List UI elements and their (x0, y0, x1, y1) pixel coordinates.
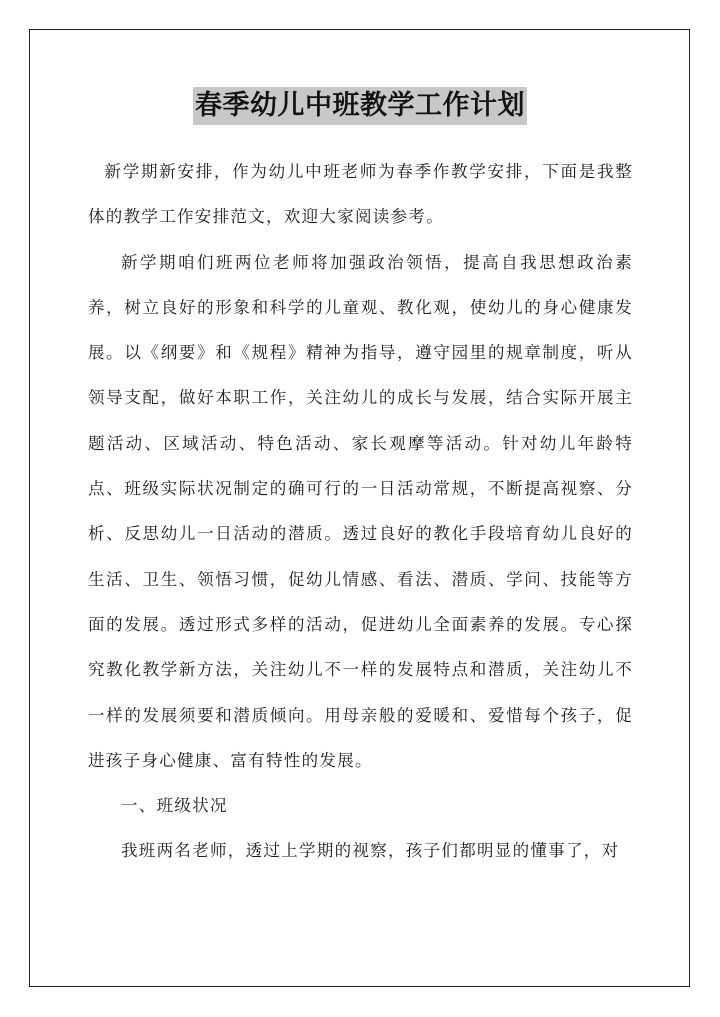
title-container (0, 87, 720, 125)
main-paragraph: 新学期咱们班两位老师将加强政治领悟，提高自我思想政治素养，树立良好的形象和科学的儿童观、教化观，使幼儿的身心健康发展。以《纲要》和《规程》精神为指导，遵守园里的规章制度，听从领导支配，做好本职工作，关注幼儿的成长与发展，结合实际开展主题活动、区域活动、特色活动、家长观摩等活动。针对幼儿年龄特点、班级实际状况制定的确可行的一日活动常规，不断提高视察、分析、反思幼儿一日活动的潜质。透过良好的教化手段培育幼儿良好的生活、卫生、领悟习惯，促幼儿情感、看法、潜质、学问、技能等方面的发展。透过形式多样的活动，促进幼儿全面素养的发展。专心探究教化教学新方法，关注幼儿不一样的发展特点和潜质，关注幼儿不一样的发展须要和潜质倾向。用母亲般的爱暖和、爱惜每个孩子，促进孩子身心健康、富有特性的发展。 (88, 252, 633, 770)
intro-paragraph: 新学期新安排，作为幼儿中班老师为春季作教学安排，下面是我整体的教学工作安排范文，欢迎大家阅读参考。 (88, 162, 633, 227)
document-body (88, 149, 633, 874)
section-paragraph: 我班两名老师，透过上学期的视察，孩子们都明显的懂事了，对 (121, 841, 620, 861)
section-heading: 一、班级状况 (121, 796, 228, 816)
document-title: 春季幼儿中班教学工作计划 (193, 87, 527, 125)
